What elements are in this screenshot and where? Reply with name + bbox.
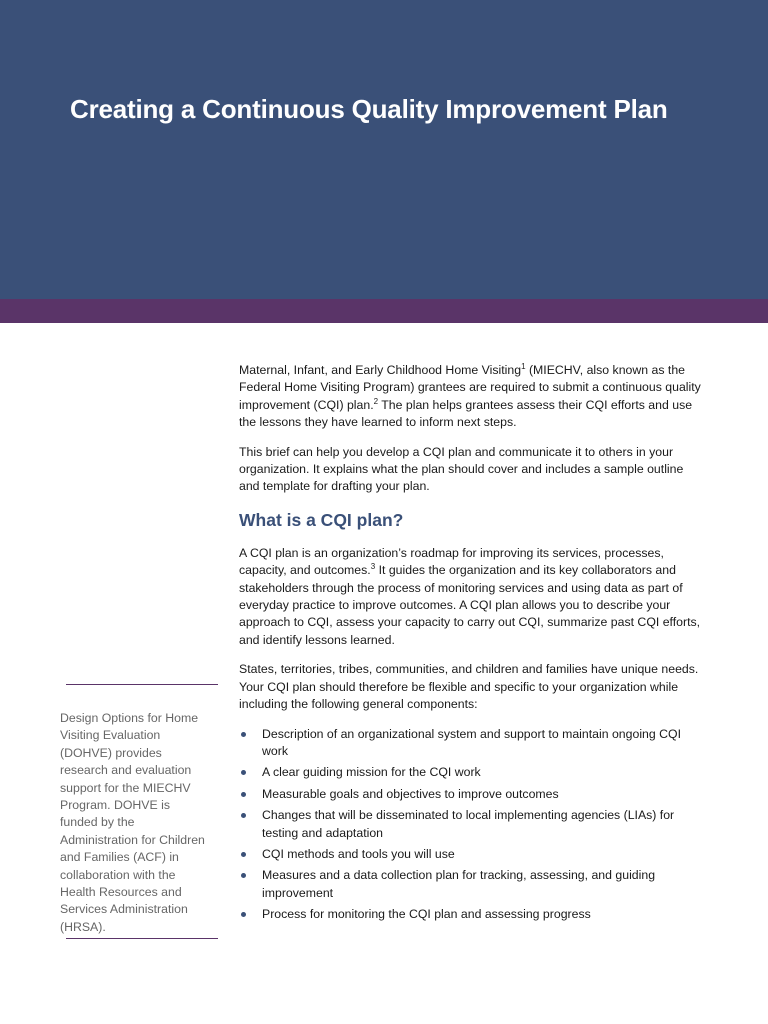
components-list (239, 726, 707, 924)
sidebar-bottom-rule (66, 938, 218, 939)
list-item-text: Measures and a data collection plan for tracking, assessing, and guiding improvement (262, 868, 656, 900)
list-item (239, 807, 707, 842)
section-text-b: It guides the organization and its key collaborators and stakeholders through the process of monitoring services and using data as part of everyday practice to improve outcomes. A CQI plan allows you to describe your approach to CQI, assess your capacity to carry out CQI, summarize past CQI efforts, and identify lessons learned. (239, 563, 701, 647)
accent-bar (0, 299, 768, 323)
list-item (239, 867, 707, 902)
sidebar-note: Design Options for Home Visiting Evaluation (DOHVE) provides research and evaluation support for the MIECHV Program. DOHVE is funded by the Administration for Children and Families (ACF) in collaboration with the Health Resources and Services Administration (HRSA). (60, 711, 205, 934)
bullet-icon (241, 732, 246, 737)
list-item (239, 764, 707, 781)
list-item (239, 726, 707, 761)
intro-paragraph-2: This brief can help you develop a CQI plan and communicate it to others in your organization. It explains what the plan should cover and includes a sample outline and template for drafting your plan. (239, 444, 684, 494)
bullet-icon (241, 852, 246, 857)
footnote-ref-2[interactable]: 2 (373, 396, 379, 406)
bullet-icon (241, 873, 246, 878)
sidebar-top-rule (66, 684, 218, 685)
bullet-icon (241, 912, 246, 917)
list-item-text: A clear guiding mission for the CQI work (262, 765, 481, 780)
bullet-icon (241, 770, 246, 775)
list-item (239, 906, 707, 923)
section-heading: What is a CQI plan? (239, 509, 404, 530)
title-banner (0, 0, 768, 299)
intro-paragraph-1 (239, 362, 707, 432)
bullet-icon (241, 792, 246, 797)
footnote-ref-3[interactable]: 3 (370, 562, 376, 572)
list-item-text: Changes that will be disseminated to local implementing agencies (LIAs) for testing and adaptation (262, 808, 675, 840)
list-item-text: CQI methods and tools you will use (262, 846, 455, 861)
intro-text-a: Maternal, Infant, and Early Childhood Home Visiting (239, 363, 522, 377)
list-item-text: Process for monitoring the CQI plan and assessing progress (262, 907, 591, 922)
footnote-ref-1[interactable]: 1 (521, 361, 526, 371)
bullet-icon (241, 813, 246, 818)
list-item (239, 846, 707, 863)
main-content (239, 362, 707, 928)
list-item (239, 786, 707, 803)
list-item-text: Description of an organizational system and support to maintain ongoing CQI work (262, 726, 682, 758)
section-text-a: A CQI plan is an organization’s roadmap for improving its services, processes, capacity, and outcomes. (239, 545, 664, 578)
list-item-text: Measurable goals and objectives to improve outcomes (262, 786, 559, 801)
section-paragraph-1 (239, 545, 707, 649)
intro-text-c: The plan helps grantees assess their CQI efforts and use the lessons they have learned to inform next steps. (239, 397, 693, 430)
page-title: Creating a Continuous Quality Improvement Plan (70, 94, 668, 124)
intro-text-b: (MIECHV, also known as the Federal Home Visiting Program) grantees are required to submit a continuous quality improvement (CQI) plan. (239, 363, 701, 412)
section-paragraph-2: States, territories, tribes, communities, and children and families have unique needs. Your CQI plan should therefore be flexible and specific to your organization while including the following general components: (239, 662, 699, 712)
